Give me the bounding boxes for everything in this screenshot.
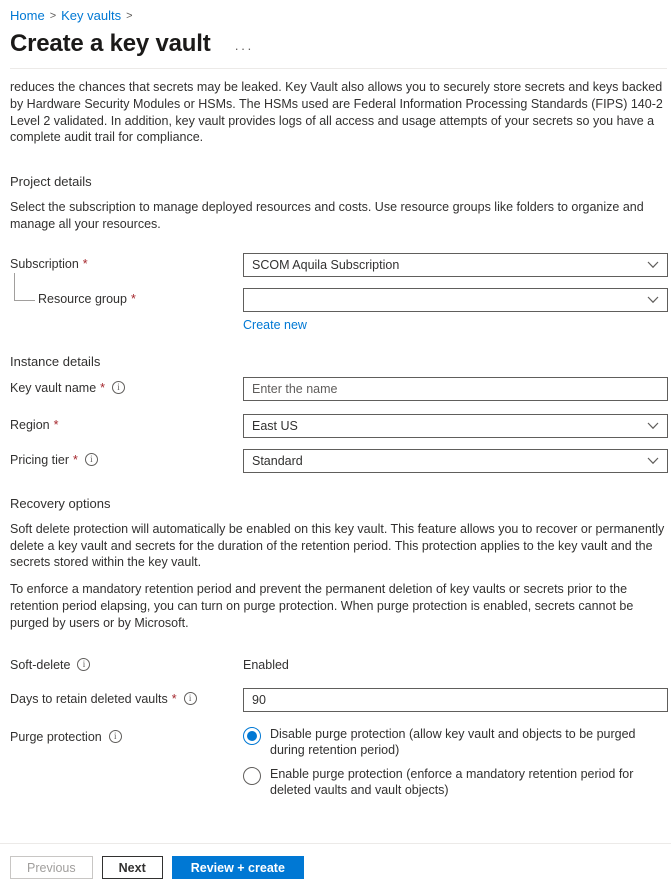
region-row [10,414,668,438]
resource-group-row [10,288,668,312]
subscription-dropdown[interactable] [243,253,668,277]
subscription-row [10,253,668,277]
resource-group-connector-line [14,273,35,301]
radio-unselected-icon[interactable] [243,767,261,785]
retention-days-label-text: Days to retain deleted vaults [10,691,168,706]
key-vault-name-row [10,377,668,401]
pricing-tier-dropdown-value: Standard [252,453,303,468]
subscription-label [10,253,243,271]
intro-text: reduces the chances that secrets may be leaked. Key Vault also allows you to securely store secrets and keys backed by Hardware Security Modules or HSMs. The HSMs used are Federal Information Processing Standards (FIPS) 140-2 Level 2 validated. In addition, key vault provides logs of all access and usage attempts of your secrets so you have a complete audit trail for compliance. [10,80,663,145]
purge-protection-option-enable[interactable] [243,766,668,799]
header-divider [10,68,667,69]
breadcrumb-separator-icon: > [49,9,57,22]
region-label-text: Region [10,417,50,432]
radio-selected-icon[interactable] [243,727,261,745]
page-title: Create a key vault [10,30,211,57]
info-icon[interactable]: i [112,381,125,394]
soft-delete-description: Soft delete protection will automatically be enabled on this key vault. This feature allows you to recover or permanently delete a key vault and secrets for the duration of the retention period. This protection applies to the key vault and the secrets stored within the key vault. [10,521,665,570]
subscription-label-text: Subscription [10,256,79,271]
soft-delete-value: Enabled [243,657,289,672]
project-details-heading: Project details [10,174,92,190]
breadcrumb [10,8,668,23]
required-asterisk: * [73,452,78,467]
key-vault-name-input[interactable] [243,377,668,401]
resource-group-dropdown[interactable] [243,288,668,312]
chevron-down-icon [647,422,659,430]
key-vault-name-label [10,377,243,395]
pricing-tier-row [10,449,668,473]
info-icon[interactable]: i [85,453,98,466]
subscription-dropdown-value: SCOM Aquila Subscription [252,257,400,272]
pricing-tier-dropdown[interactable] [243,449,668,473]
region-dropdown-value: East US [252,418,298,433]
required-asterisk: * [130,291,136,306]
info-icon[interactable]: i [77,658,90,671]
purge-protection-description: To enforce a mandatory retention period and prevent the permanent deletion of key vaults or secrets prior to the retention period elapsing, you can turn on purge protection. When purge protection is enabled, secrets cannot be purged by users or by Microsoft. [10,582,634,630]
region-dropdown[interactable] [243,414,668,438]
resource-group-label-text: Resource group [38,291,127,306]
pricing-tier-label [10,449,243,467]
required-asterisk: * [53,417,59,432]
purge-protection-option-disable[interactable] [243,726,668,759]
required-asterisk: * [100,380,106,395]
instance-details-heading: Instance details [10,353,101,369]
info-icon[interactable]: i [184,692,197,705]
footer-action-bar [0,843,671,891]
recovery-options-heading: Recovery options [10,495,111,511]
project-details-description: Select the subscription to manage deployed resources and costs. Use resource groups like folders to organize and manage all your resources. [10,200,644,231]
required-asterisk: * [171,691,177,706]
context-menu-ellipsis-icon[interactable]: ··· [234,40,254,56]
create-new-link[interactable]: Create new [243,317,307,332]
retention-days-row [10,688,668,712]
chevron-down-icon [647,296,659,304]
soft-delete-label [10,654,243,672]
pricing-tier-label-text: Pricing tier [10,452,70,467]
purge-protection-option-disable-label: Disable purge protection (allow key vault and objects to be purged during retention period) [270,726,636,758]
previous-button[interactable]: Previous [10,856,93,879]
purge-protection-option-enable-label: Enable purge protection (enforce a mandatory retention period for deleted vaults and vault objects) [270,766,634,798]
soft-delete-label-text: Soft-delete [10,657,71,672]
purge-protection-label-text: Purge protection [10,729,102,744]
required-asterisk: * [82,256,88,271]
breadcrumb-key-vaults-link[interactable]: Key vaults [61,8,122,23]
key-vault-name-label-text: Key vault name [10,380,97,395]
chevron-down-icon [647,457,659,465]
soft-delete-row [10,654,668,672]
info-icon[interactable]: i [109,730,122,743]
breadcrumb-home-link[interactable]: Home [10,8,45,23]
retention-days-label [10,688,243,706]
breadcrumb-separator-icon: > [126,9,133,22]
next-button[interactable]: Next [102,856,163,879]
review-create-button[interactable]: Review + create [172,856,304,879]
purge-protection-row [10,726,668,806]
region-label [10,414,243,432]
purge-protection-label [10,726,243,744]
retention-days-input[interactable] [243,688,668,712]
chevron-down-icon [647,261,659,269]
resource-group-label [10,288,243,306]
